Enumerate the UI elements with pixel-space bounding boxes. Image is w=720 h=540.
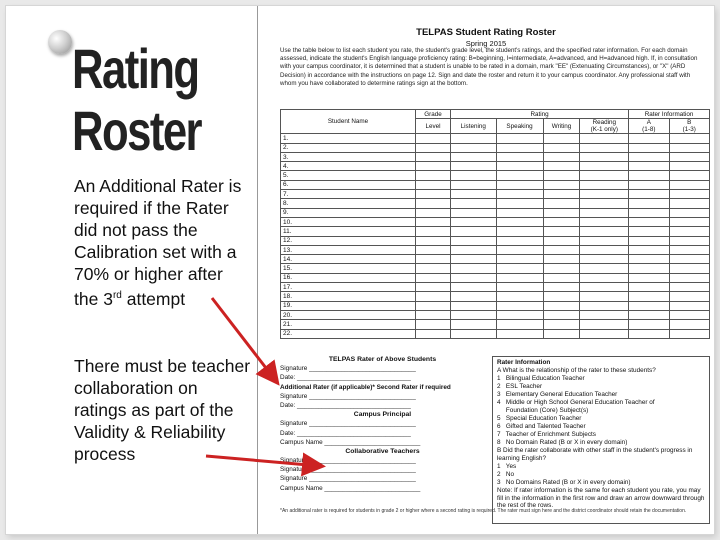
header-col-a-sub: (1-8) (642, 126, 656, 134)
row-number: 18. (281, 292, 416, 301)
signature-label: Signature (280, 475, 308, 483)
date-label: Date: (280, 401, 296, 409)
collab-campus: Campus Name ___________________________ (280, 484, 421, 492)
header-reading-sub: (K-1 only) (590, 126, 618, 134)
header-grade: Grade (416, 110, 451, 119)
row-number: 17. (281, 283, 416, 292)
header-listening: Listening (451, 119, 497, 134)
header-col-b-label: B (687, 119, 692, 127)
calibration-text: An Additional Rater is required if the Rater did not pass the Calibration set with a 70% or higher after the 3 (74, 176, 242, 309)
relationship-option: 8 No Domain Rated (B or X in every domain) (497, 439, 628, 446)
principal-campus: Campus Name ___________________________ (280, 438, 421, 446)
collab-signature-2: Signature ______________________________ (280, 466, 416, 474)
signature-label: Signature (280, 466, 308, 474)
calibration-text-end: attempt (126, 288, 186, 309)
document-instructions: Use the table below to list each student you rate, the student's grade level, the student's ratings, and the specified rater information. For each domain assessed, indicate the student's English language proficiency rating: B=beginning, I=intermediate, A=advanced, and H=advanced high. If, in consultation with your campus coordinator, it is determined that a student is unable to be rated in a domain, mark "EE" (Extenuating Circumstances), or "X" (ARD Decision) in accordance with the instructions on page 12. Sign and date the roster and return it to your campus coordinator. Any professional staff with whom you have collaborated to determine ratings sign at the bottom. (280, 47, 698, 87)
relationship-option: Foundation (Core) Subject(s) (497, 407, 589, 414)
header-speaking: Speaking (496, 119, 543, 134)
relationship-option: 4 Middle or High School General Education Teacher of (497, 399, 655, 406)
row-number: 22. (281, 329, 416, 338)
row-number: 1. (281, 134, 416, 143)
relationship-option: 7 Teacher of Enrichment Subjects (497, 431, 596, 438)
principal-heading: Campus Principal (353, 411, 412, 419)
row-number: 8. (281, 199, 416, 208)
relationship-option: 2 ESL Teacher (497, 383, 543, 390)
row-number: 20. (281, 310, 416, 319)
header-col-a-label: A (646, 119, 651, 127)
document-title: TELPAS Student Rating Roster (416, 27, 556, 38)
row-number: 4. (281, 162, 416, 171)
row-number: 7. (281, 190, 416, 199)
rater-signature: Signature ______________________________ (280, 365, 416, 373)
date-label: Date: (280, 374, 296, 382)
signature-label: Signature (280, 457, 308, 465)
row-number: 12. (281, 236, 416, 245)
rater-date: Date: ________________________________ (280, 374, 411, 382)
row-number: 5. (281, 171, 416, 180)
row-number: 13. (281, 245, 416, 254)
rater-info-note: Note: If rater information is the same for each student you rate, you may fill in the information in the first row and draw an arrow downward through the rest of the rows. (497, 487, 705, 509)
collab-signature-3: Signature ______________________________ (280, 475, 416, 483)
header-student-name: Student Name (281, 110, 416, 134)
row-number: 9. (281, 208, 416, 217)
signature-label: Signature (280, 365, 308, 373)
ordinal-suffix: rd (112, 290, 122, 301)
header-rating: Rating (451, 110, 629, 119)
campus-name-label: Campus Name (280, 438, 323, 446)
relationship-option: 5 Special Education Teacher (497, 415, 582, 422)
document-footnote: *An additional rater is required for students in grade 2 or higher where a second rating is required. The rater must sign here and the district coordinator should retain the documentation. (280, 508, 687, 514)
header-rater-info: Rater Information (629, 110, 710, 119)
header-writing: Writing (543, 119, 580, 134)
row-number: 15. (281, 264, 416, 273)
date-label: Date: (280, 429, 296, 437)
arrow-to-additional-rater (212, 298, 276, 381)
collaboration-note: There must be teacher collaboration on ratings as part of the Validity & Reliability process (74, 356, 251, 464)
row-number: 3. (281, 152, 416, 161)
rater-heading: TELPAS Rater of Above Students (328, 356, 437, 363)
document-subtitle: Spring 2015 (465, 39, 507, 48)
arrow-to-collaborative-teachers (206, 456, 320, 466)
collab-signature-1: Signature ______________________________ (280, 457, 416, 465)
relationship-option: 1 Bilingual Education Teacher (497, 375, 585, 382)
question-a: A What is the relationship of the rater to these students? (497, 367, 656, 374)
collab-heading: Collaborative Teachers (345, 447, 420, 455)
question-b: B Did the rater collaborate with other staff in the student's progress in learning English? (497, 447, 693, 462)
row-number: 10. (281, 217, 416, 226)
row-number: 2. (281, 143, 416, 152)
header-level: Level (416, 119, 451, 134)
principal-date: Date: ________________________________ (280, 429, 411, 437)
title-line-1: Rating (72, 37, 199, 100)
relationship-option: 3 Elementary General Education Teacher (497, 391, 618, 398)
collaboration-option: 2 No (497, 471, 515, 478)
row-number: 16. (281, 273, 416, 282)
relationship-option: 6 Gifted and Talented Teacher (497, 423, 586, 430)
signature-label: Signature (280, 392, 308, 400)
collaboration-option: 1 Yes (497, 463, 517, 470)
row-number: 11. (281, 227, 416, 236)
row-number: 6. (281, 180, 416, 189)
header-col-b-sub: (1-3) (682, 126, 696, 134)
additional-signature: Signature ______________________________ (280, 392, 416, 400)
principal-signature: Signature ______________________________ (280, 420, 416, 428)
additional-date: Date: ________________________________ (280, 401, 411, 409)
campus-name-label: Campus Name (280, 484, 323, 492)
signature-label: Signature (280, 420, 308, 428)
title-line-2: Roster (72, 99, 202, 162)
row-number: 14. (281, 255, 416, 264)
collaboration-option: 3 No Domains Rated (B or X in every domain) (497, 479, 631, 486)
additional-rater: Additional Rater (if applicable)* Second Rater if required (280, 383, 451, 391)
row-number: 19. (281, 301, 416, 310)
rater-info-heading: Rater Information (497, 359, 551, 366)
header-reading-label: Reading (592, 119, 617, 127)
row-number: 21. (281, 320, 416, 329)
